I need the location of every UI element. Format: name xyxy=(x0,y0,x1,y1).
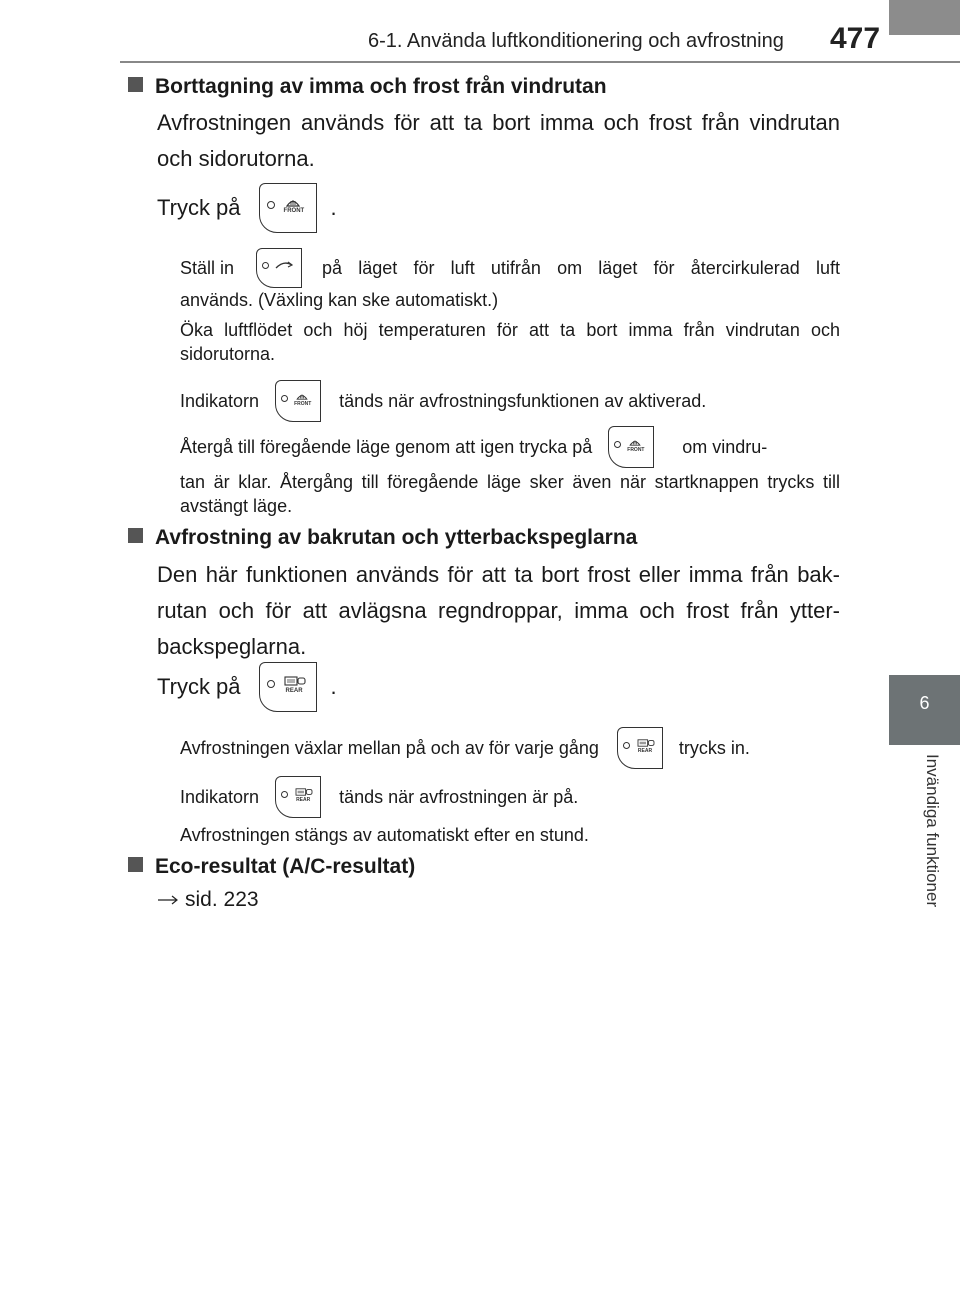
section-heading: Avfrostning av bakrutan och ytterbackspeglarna xyxy=(128,526,637,550)
chapter-number: 6 xyxy=(919,693,930,713)
subnote-row: Ställ in på läget för luft utifrån om läget för återcirkulerad luft xyxy=(180,248,840,288)
air-intake-icon xyxy=(256,248,302,288)
subnote-row: Återgå till föregående läge genom att igen trycka på FRONT om vindru- xyxy=(180,426,840,468)
rear-defogger-icon: REAR xyxy=(259,662,317,712)
front-defogger-indicator-icon: FRONT xyxy=(275,380,321,422)
paragraph: Den här funktionen används för att ta bort frost eller imma från bak-rutan och för att avlägsna regndroppar, imma och frost från ytter-backspeglarna. xyxy=(157,562,840,659)
subnote: tan är klar. Återgång till föregående läge sker även när startknappen trycks till avstängt läge. xyxy=(180,472,840,516)
rear-defogger-indicator-icon: REAR xyxy=(275,776,321,818)
section-heading: Borttagning av imma och frost från vindrutan xyxy=(128,75,607,99)
instruction-row: Tryck på FRONT . xyxy=(157,183,337,233)
instruction-row: Tryck på REAR . xyxy=(157,662,337,712)
header-divider xyxy=(120,61,960,63)
chapter-tab-top xyxy=(889,0,960,35)
page-reference-link[interactable]: sid. 223 xyxy=(185,888,259,911)
paragraph: Avfrostningen används för att ta bort imma och frost från vindrutan och sidorutorna. xyxy=(157,110,840,171)
front-defogger-icon: FRONT xyxy=(608,426,654,468)
subnote: Avfrostningen stängs av automatiskt efter en stund. xyxy=(180,825,589,845)
chapter-label: Invändiga funktioner xyxy=(923,754,942,908)
section-header-title: 6-1. Använda luftkonditionering och avfrostning xyxy=(368,30,784,52)
page-number: 477 xyxy=(830,22,881,55)
bullet-square-icon xyxy=(128,857,143,872)
indicator-row: Indikatorn FRONT tänds när avfrostningsfunktionen av aktiverad. xyxy=(180,380,706,422)
front-defogger-icon: FRONT xyxy=(259,183,317,233)
subnote-row: Avfrostningen växlar mellan på och av för varje gång REAR trycks in. xyxy=(180,727,750,769)
page-reference[interactable] xyxy=(157,888,259,912)
section-heading: Eco-resultat (A/C-resultat) xyxy=(128,855,415,879)
bullet-square-icon xyxy=(128,528,143,543)
indicator-row: Indikatorn REAR tänds när avfrostningen är på. xyxy=(180,776,578,818)
bullet-square-icon xyxy=(128,77,143,92)
subnote: används. (Växling kan ske automatiskt.) xyxy=(180,290,499,310)
chapter-tab xyxy=(889,675,960,745)
rear-defogger-icon: REAR xyxy=(617,727,663,769)
arrow-right-icon xyxy=(157,895,179,905)
subnote: Öka luftflödet och höj temperaturen för att ta bort imma från vindrutan och sidorutorna. xyxy=(180,320,840,364)
